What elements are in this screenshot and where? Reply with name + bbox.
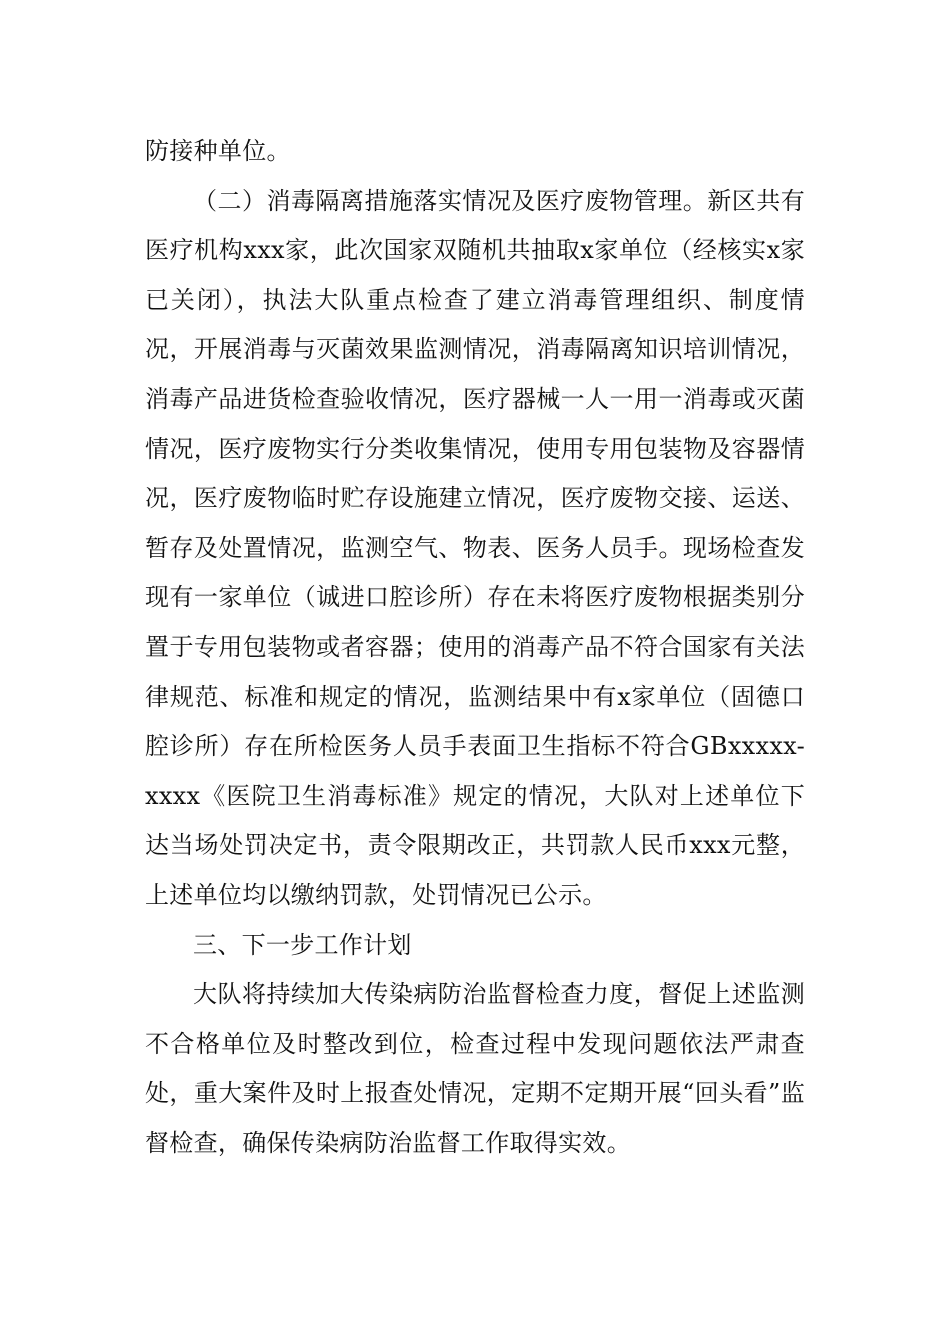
section-heading-next-steps: 三、下一步工作计划 xyxy=(193,930,412,959)
paragraph-disinfection-inspection: （二）消毒隔离措施落实情况及医疗废物管理。新区共有医疗机构xxx家，此次国家双随机共抽取x家单位（经核实x家已关闭），执法大队重点检查了建立消毒管理组织、制度情况，开展消毒与灭菌效果监测情况，消毒隔离知识培训情况，消毒产品进货检查验收情况，医疗器械一人一用一消毒或灭菌情况，医疗废物实行分类收集情况，使用专用包装物及容器情况，医疗废物临时贮存设施建立情况，医疗废物交接、运送、暂存及处置情况，监测空气、物表、医务人员手。现场检查发现有一家单位（诚进口腔诊所）存在未将医疗废物根据类别分置于专用包装物或者容器；使用的消毒产品不符合国家有关法律规范、标准和规定的情况，监测结果中有x家单位（固德口腔诊所）存在所检医务人员手表面卫生指标不符合GBxxxxx-xxxx《医院卫生消毒标准》规定的情况，大队对上述单位下达当场处罚决定书，责令限期改正，共罚款人民币xxx元整，上述单位均以缴纳罚款，处罚情况已公示。 xyxy=(145,186,805,909)
document-body xyxy=(145,127,805,1168)
paragraph-continuation: 防接种单位。 xyxy=(145,137,291,165)
paragraph-work-plan: 大队将持续加大传染病防治监督检查力度，督促上述监测不合格单位及时整改到位，检查过程中发现问题依法严肃查处，重大案件及时上报查处情况，定期不定期开展“回头看”监督检查，确保传染病防治监督工作取得实效。 xyxy=(145,980,805,1157)
